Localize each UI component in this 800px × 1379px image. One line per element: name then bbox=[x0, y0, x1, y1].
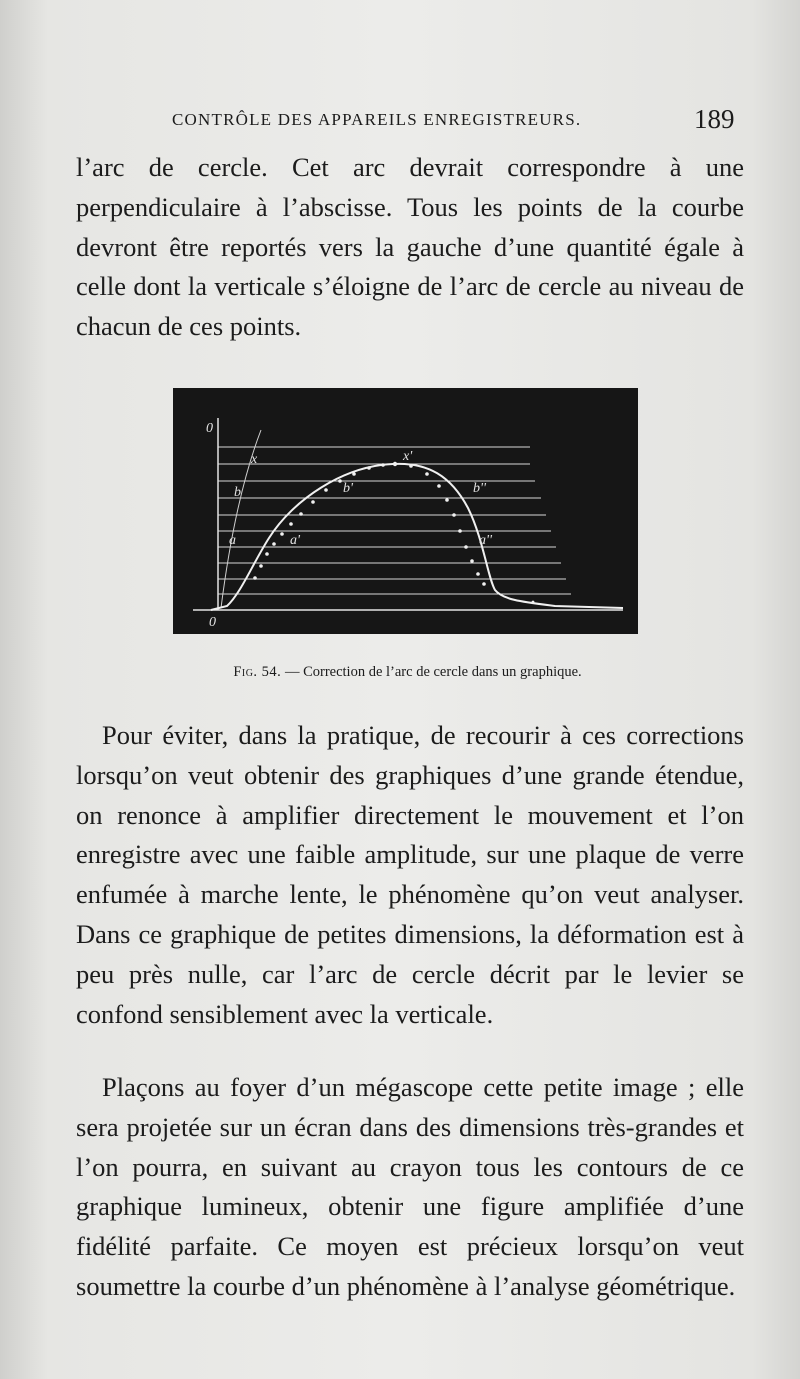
corrected-point bbox=[265, 552, 269, 556]
corrected-point bbox=[367, 466, 371, 470]
corrected-point bbox=[452, 513, 456, 517]
arc-correction-graphic bbox=[173, 388, 638, 634]
label-axis-top: 0 bbox=[206, 421, 213, 436]
label-x: x bbox=[251, 452, 258, 467]
figure-background bbox=[173, 388, 638, 634]
corrected-point bbox=[280, 532, 284, 536]
label-b-double-prime: b'' bbox=[473, 481, 486, 496]
corrected-point bbox=[338, 479, 342, 483]
paragraph-1: l’arc de cercle. Cet arc devrait correspondre à une perpendiculaire à l’abscisse. Tous les points de la courbe devront être reportés vers la gauche d’une quantité égale à celle dont la verticale s’éloigne de l’arc de cercle au niveau de chacun de ces points. bbox=[76, 152, 744, 342]
label-x-prime: x' bbox=[403, 449, 413, 464]
label-b-prime: b' bbox=[343, 481, 353, 496]
corrected-point bbox=[289, 522, 293, 526]
corrected-point bbox=[311, 500, 315, 504]
corrected-point bbox=[253, 576, 257, 580]
corrected-point bbox=[464, 545, 468, 549]
label-a: a bbox=[229, 533, 236, 548]
corrected-point bbox=[259, 564, 263, 568]
label-a-prime: a' bbox=[290, 533, 300, 548]
figure-caption-text: — Correction de l’arc de cercle dans un graphique. bbox=[281, 664, 582, 680]
corrected-point bbox=[532, 601, 535, 604]
corrected-point bbox=[437, 484, 441, 488]
running-head: CONTRÔLE DES APPAREILS ENREGISTREURS. bbox=[172, 110, 582, 129]
label-origin: 0 bbox=[209, 615, 216, 630]
figure-54 bbox=[173, 388, 638, 634]
corrected-point bbox=[299, 512, 303, 516]
corrected-point bbox=[482, 582, 486, 586]
label-a-double-prime: a'' bbox=[479, 533, 492, 548]
corrected-point bbox=[324, 488, 328, 492]
corrected-point bbox=[476, 572, 480, 576]
corrected-point bbox=[409, 464, 413, 468]
page-number: 189 bbox=[694, 104, 735, 134]
corrected-point bbox=[381, 463, 385, 467]
corrected-point bbox=[445, 498, 449, 502]
label-b: b bbox=[234, 485, 241, 500]
paragraph-2: Pour éviter, dans la pratique, de recourir à ces corrections lorsqu’on veut obtenir des graphiques d’une grande étendue, on renonce à amplifier directement le mouvement et l’on enregistre avec une faible amplitude, sur une plaque de verre enfumée à marche lente, le phénomène qu’on veut analyser. Dans ce graphique de petites dimensions, la déformation est à peu près nulle, car l’arc de cercle décrit par le levier se confond sensiblement avec la verticale. bbox=[76, 720, 744, 1029]
corrected-point bbox=[458, 529, 462, 533]
paragraph-3: Plaçons au foyer d’un mégascope cette petite image ; elle sera projetée sur un écran dans des dimensions très-grandes et l’on pourra, en suivant au crayon tous les contours de ce graphique lumineux, obtenir une figure amplifiée d’une fidélité parfaite. Ce moyen est précieux lorsqu’on veut soumettre la courbe d’un phénomène à l’analyse géométrique. bbox=[76, 1072, 744, 1301]
corrected-point bbox=[470, 559, 474, 563]
corrected-point bbox=[352, 472, 356, 476]
figure-caption bbox=[0, 664, 800, 681]
corrected-point bbox=[272, 542, 276, 546]
page-header bbox=[0, 104, 800, 138]
corrected-point bbox=[393, 462, 397, 466]
corrected-point bbox=[425, 472, 429, 476]
figure-number: Fig. 54. bbox=[233, 664, 282, 680]
